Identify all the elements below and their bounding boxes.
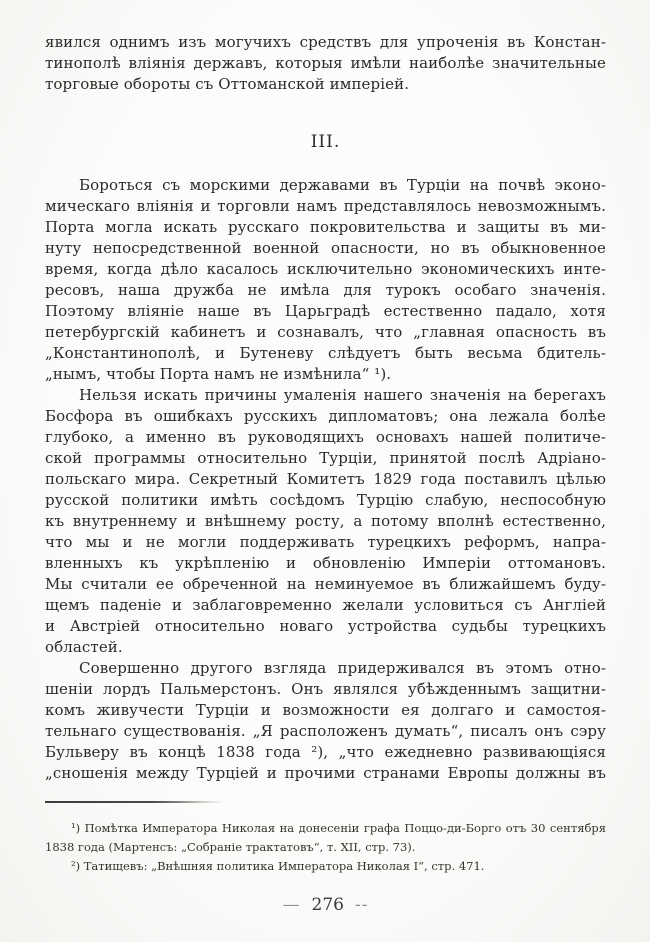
text-line: тельнаго существованія. „Я расположенъ думать“, писалъ онъ сэру — [45, 722, 606, 740]
text-line: польскаго мира. Секретный Комитетъ 1829 года поставилъ цѣлью — [45, 470, 606, 488]
text-line: Нельзя искать причины умаленія нашего значенія на берегахъ — [79, 386, 606, 404]
page-number-dash-left: — — [282, 895, 301, 915]
text-line: ресовъ, наша дружба не имѣла для турокъ особаго значенія. — [45, 281, 606, 299]
text-line: „нымъ, чтобы Порта намъ не измѣнила“ ¹). — [45, 365, 392, 383]
text-line: Бульверу въ концѣ 1838 года ²), „что ежедневно развивающіяся — [45, 743, 606, 761]
paragraph-continuation — [45, 32, 606, 95]
text-line: Поэтому вліяніе наше въ Царьградѣ естественно падало, хотя — [45, 302, 606, 320]
text-line: глубоко, а именно въ руководящихъ основахъ нашей политиче- — [45, 428, 606, 446]
text-line: ¹) Помѣтка Императора Николая на донесеніи графа Поццо-ди-Борго отъ 30 сентября — [71, 821, 606, 835]
text-line: щемъ паденіе и заблаговременно желали условиться съ Англіей — [45, 596, 606, 614]
text-line: Мы считали ее обреченной на неминуемое въ ближайшемъ буду- — [45, 575, 606, 593]
text-line: областей. — [45, 638, 123, 656]
text-line: торговые обороты съ Оттоманской имперіей. — [45, 75, 410, 93]
text-line: и Австріей относительно новаго устройства судьбы турецкихъ — [45, 617, 606, 635]
text-line: петербургскій кабинетъ и сознавалъ, что „главная опасность въ — [45, 323, 606, 341]
text-line: „сношенія между Турціей и прочими странами Европы должны въ — [45, 764, 606, 782]
paragraph — [45, 175, 606, 385]
text-line: русской политики имѣть сосѣдомъ Турцію слабую, неспособную — [45, 491, 606, 509]
footnote — [45, 819, 606, 857]
footnote-separator — [45, 801, 240, 803]
text-line: Босфора въ ошибкахъ русскихъ дипломатовъ; она лежала болѣе — [45, 407, 606, 425]
footnote — [45, 857, 606, 876]
paragraph — [45, 658, 606, 784]
text-line: тинополѣ вліянія державъ, которыя имѣли наиболѣе значительные — [45, 54, 606, 72]
text-line: Порта могла искать русскаго покровительства и защиты въ ми- — [45, 218, 606, 236]
text-line: шеніи лордъ Пальмерстонъ. Онъ являлся убѣжденнымъ защитни- — [45, 680, 606, 698]
text-line: къ внутреннему и внѣшнему росту, а потому вполнѣ естественно, — [45, 512, 606, 530]
text-line: комъ живучести Турціи и возможности ея долгаго и самостоя- — [45, 701, 606, 719]
text-line: Бороться съ морскими державами въ Турціи на почвѣ эконо- — [79, 176, 606, 194]
text-line: нуту непосредственной военной опасности, но въ обыкновенное — [45, 239, 606, 257]
text-line: вленныхъ къ укрѣпленію и обновленію Имперіи оттомановъ. — [45, 554, 606, 572]
page-number-dash-right: -- — [354, 895, 369, 915]
page-content — [45, 0, 606, 915]
text-line: „Константинополѣ, и Бутеневу слѣдуетъ быть весьма бдитель- — [45, 344, 606, 362]
footnotes-block — [45, 819, 606, 876]
section-heading: III. — [310, 132, 341, 152]
paragraph — [45, 385, 606, 658]
text-line: время, когда дѣло касалось исключительно экономическихъ инте- — [45, 260, 606, 278]
page-number-value: 276 — [311, 895, 344, 915]
text-line: что мы и не могли поддерживать турецкихъ реформъ, напра- — [45, 533, 606, 551]
text-line: явился однимъ изъ могучихъ средствъ для упроченія въ Констан- — [45, 33, 606, 51]
text-line: Совершенно другого взгляда придерживался въ этомъ отно- — [79, 659, 606, 677]
text-line: ²) Татищевъ: „Внѣшняя политика Императора Николая I“, стр. 471. — [71, 859, 485, 873]
text-line: мическаго вліянія и торговли намъ представлялось невозможнымъ. — [45, 197, 606, 215]
page-number — [45, 895, 606, 915]
text-line: ской программы относительно Турціи, принятой послѣ Адріано- — [45, 449, 606, 467]
text-line: 1838 года (Мартенсъ: „Собраніе трактатовъ“, т. XII, стр. 73). — [45, 840, 416, 854]
